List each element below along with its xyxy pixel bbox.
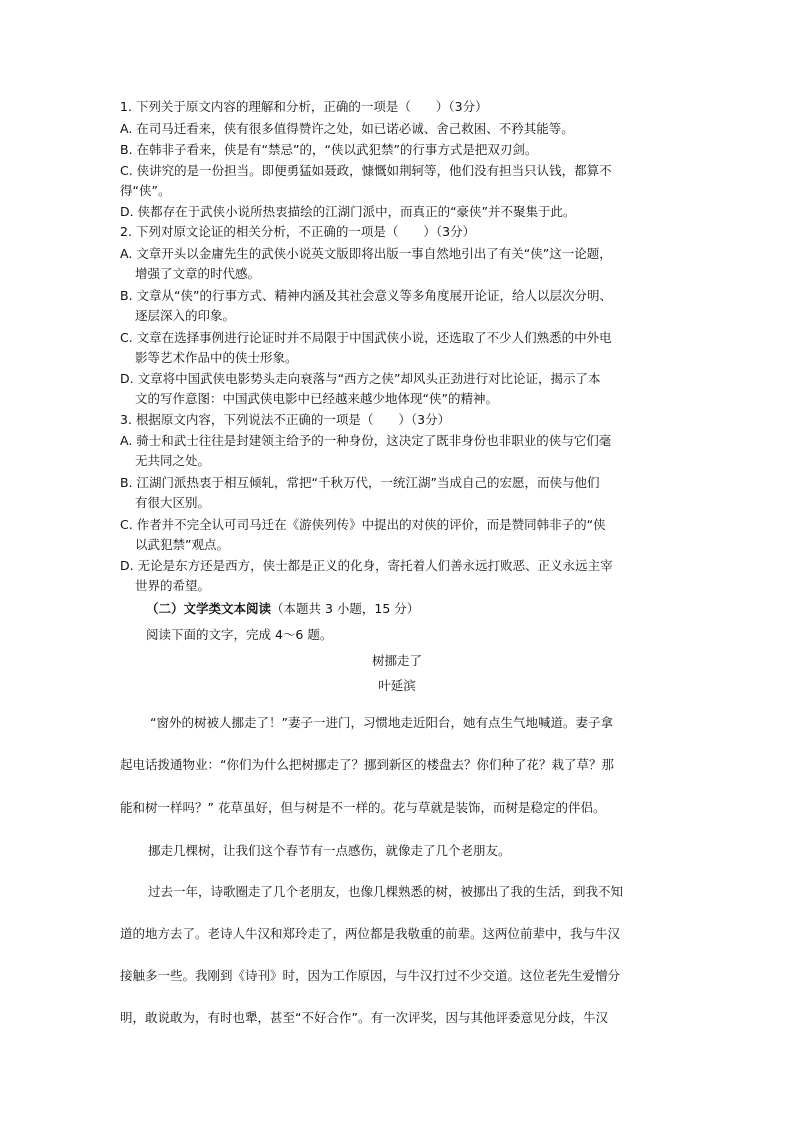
q3-option-d-line2: 世界的希望。 <box>135 578 211 593</box>
q2-option-a-line2: 增强了文章的时代感。 <box>135 266 261 281</box>
q1-option-a: A. 在司马迁看来，侠有很多值得赞许之处，如已诺必诚、舍己救困、不矜其能等。 <box>120 121 574 136</box>
section-heading <box>146 600 419 618</box>
article-line-7: 接触多一些。我刚到《诗刊》时，因为工作原因，与牛汉打过不少交道。这位老先生爱憎分 <box>120 968 621 983</box>
article-line-5: 过去一年，诗歌圈走了几个老朋友，也像几棵熟悉的树，被挪出了我的生活，到我不知 <box>148 884 624 899</box>
q3-option-a-line1: A. 骑士和武士往往是封建领主给予的一种身份，这决定了既非身份也非职业的侠与它们毫 <box>120 433 612 448</box>
q2-option-b-line1: B. 文章从“侠”的行事方式、精神内涵及其社会意义等多角度展开论证，给人以层次分明、 <box>120 288 612 303</box>
q2-option-d-line1: D. 文章将中国武侠电影势头走向衰落与“西方之侠”却风头正劲进行对比论证，揭示了本 <box>120 371 601 386</box>
q3-option-b-line1: B. 江湖门派热衷于相互倾轧，常把“千秋万代，一统江湖”当成自己的宏愿，而侠与他们 <box>120 475 600 490</box>
q1-option-b: B. 在韩非子看来，侠是有“禁忌”的，“侠以武犯禁”的行事方式是把双刃剑。 <box>120 142 538 157</box>
article-line-3: 能和树一样吗？” 花草虽好，但与树是不一样的。花与草就是装饰，而树是稳定的伴侣。 <box>120 800 606 815</box>
q1-stem: 1. 下列关于原文内容的理解和分析，正确的一项是（ ）（3分） <box>120 99 488 114</box>
q2-option-d-line2: 文的写作意图：中国武侠电影中已经越来越少地体现“侠”的精神。 <box>135 391 498 406</box>
q3-option-a-line2: 无共同之处。 <box>135 453 211 468</box>
q2-option-c-line2: 影等艺术作品中的侠士形象。 <box>135 350 298 365</box>
article-line-4: 挪走几棵树，让我们这个春节有一点感伤，就像走了几个老朋友。 <box>148 843 511 858</box>
q3-option-d-line1: D. 无论是东方还是西方，侠士都是正义的化身，寄托着人们善永远打败恶、正义永远主宰 <box>120 558 613 573</box>
q3-stem: 3. 根据原文内容，下列说法不正确的一项是（ ）（3分） <box>120 412 451 427</box>
article-line-8: 明，敢说敢为，有时也犟，甚至“不好合作”。有一次评奖，因与其他评委意见分歧，牛汉 <box>120 1010 608 1025</box>
q3-option-c-line2: 以武犯禁”观点。 <box>135 537 229 552</box>
q3-option-b-line2: 有很大区别。 <box>135 495 211 510</box>
section-heading-note: （本题共 3 小题，15 分） <box>271 601 420 616</box>
q1-option-c-line1: C. 侠讲究的是一份担当。即便勇猛如聂政，慷慨如荆轲等，他们没有担当只认钱，都算不 <box>120 163 612 178</box>
q2-option-a-line1: A. 文章开头以金庸先生的武侠小说英文版即将出版一事自然地引出了有关“侠”这一论题， <box>120 246 612 261</box>
q1-option-d: D. 侠都存在于武侠小说所热衷描绘的江湖门派中，而真正的“豪侠”并不聚集于此。 <box>120 204 576 219</box>
section-heading-title: （二）文学类文本阅读 <box>146 601 272 616</box>
article-line-2: 起电话拨通物业：“你们为什么把树挪走了？挪到新区的楼盘去？你们种了花？栽了草？那 <box>120 757 614 772</box>
q2-option-c-line1: C. 文章在选择事例进行论证时并不局限于中国武侠小说，还选取了不少人们熟悉的中外电 <box>120 330 612 345</box>
q3-option-c-line1: C. 作者并不完全认可司马迁在《游侠列传》中提出的对侠的评价，而是赞同韩非子的“侠 <box>120 517 606 532</box>
section-instruction: 阅读下面的文字，完成 4～6 题。 <box>146 627 333 642</box>
q1-option-c-line2: 得“侠”。 <box>120 183 171 198</box>
article-line-1: “窗外的树被人挪走了！”妻子一进门，习惯地走近阳台，她有点生气地喊道。妻子拿 <box>150 715 613 730</box>
q2-option-b-line2: 逐层深入的印象。 <box>135 308 236 323</box>
article-title: 树挪走了 <box>371 653 422 668</box>
article-line-6: 道的地方去了。老诗人牛汉和郑玲走了，两位都是我敬重的前辈。这两位前辈中，我与牛汉 <box>120 926 621 941</box>
q2-stem: 2. 下列对原文论证的相关分析，不正确的一项是（ ）（3分） <box>120 224 476 239</box>
article-author: 叶延滨 <box>378 678 416 693</box>
